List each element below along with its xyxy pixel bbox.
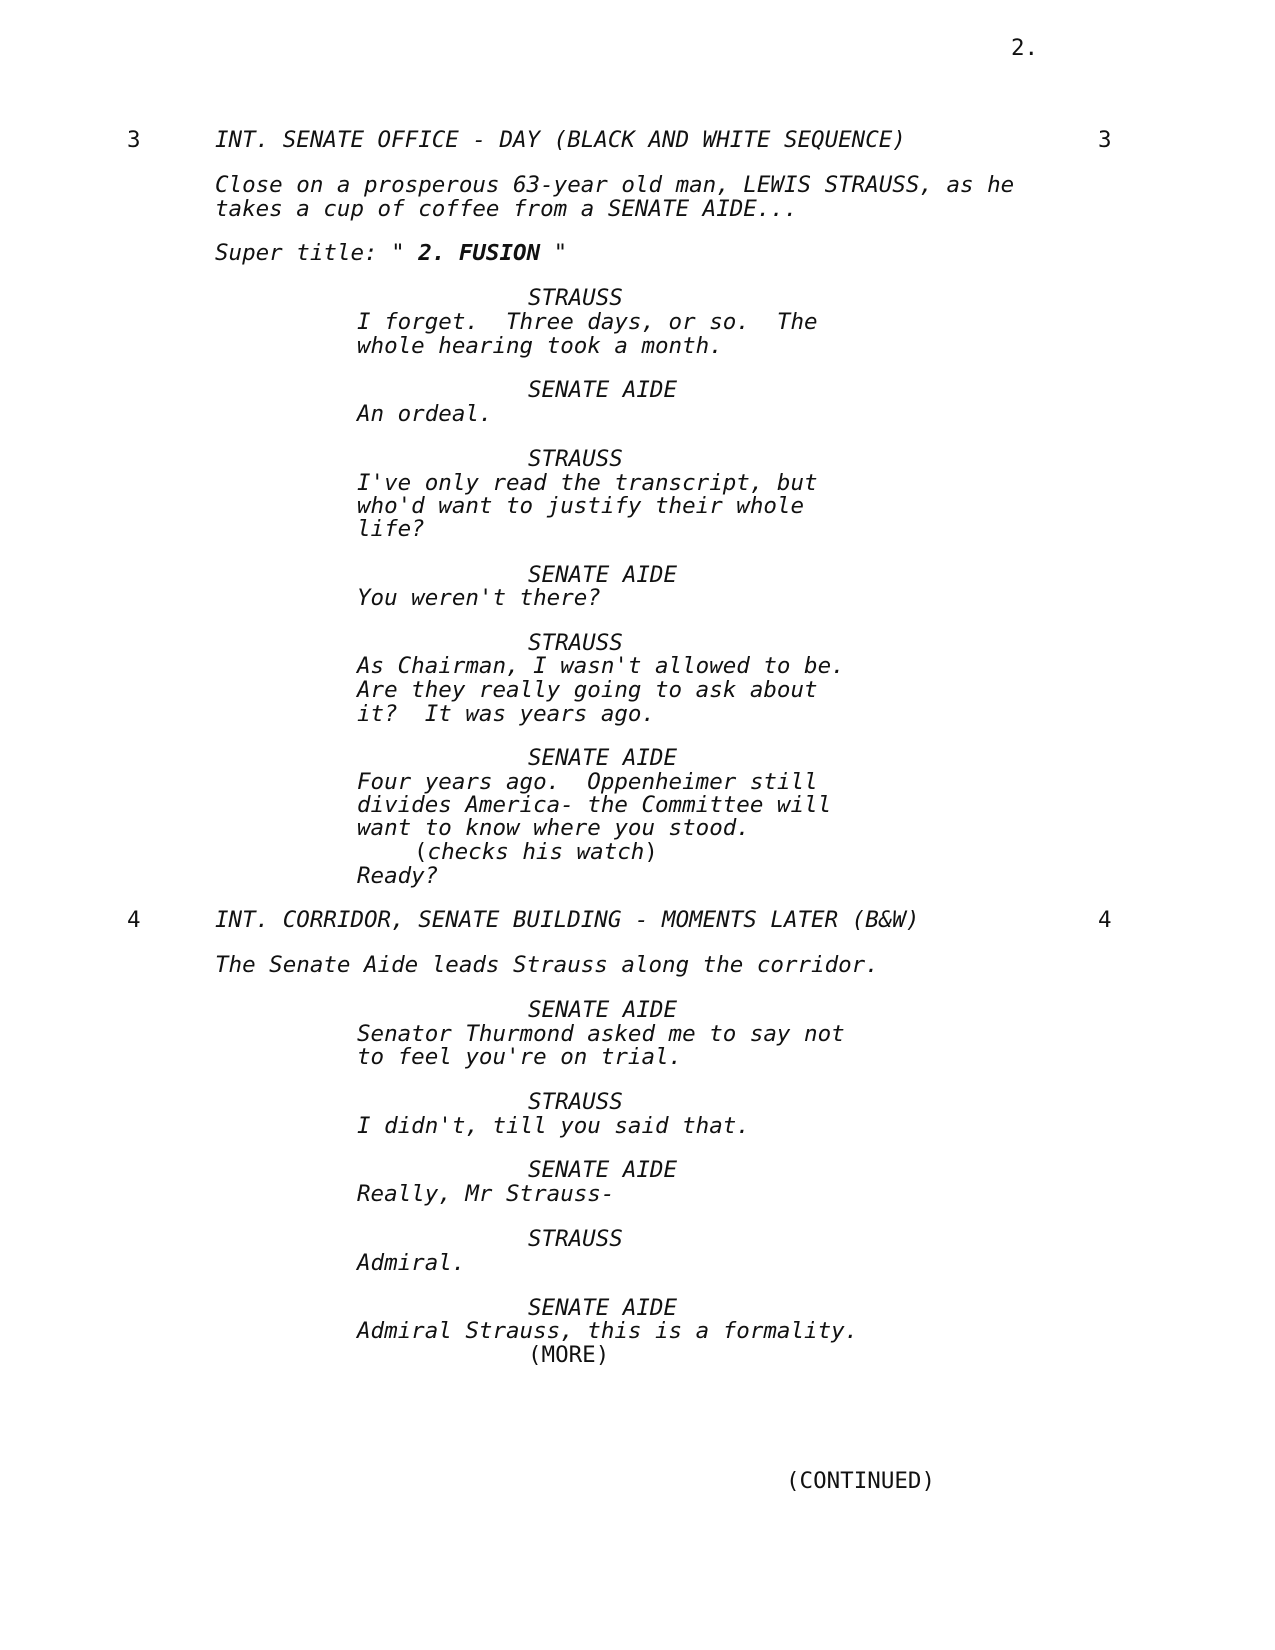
dialogue-line: Admiral. (357, 1250, 466, 1276)
super-title-text: 2. FUSION (418, 240, 541, 266)
scene-heading: INT. CORRIDOR, SENATE BUILDING - MOMENTS LATER (B&W) (215, 907, 920, 933)
action-line: Close on a prosperous 63-year old man, LEWIS STRAUSS, as he (215, 172, 1015, 198)
dialogue-line: life? (357, 516, 425, 542)
dialogue-line: divides America- the Committee will (357, 792, 832, 818)
dialogue-line: want to know where you stood. (357, 815, 750, 841)
dialogue-line: whole hearing took a month. (357, 333, 723, 359)
dialogue-line: to feel you're on trial. (357, 1044, 683, 1070)
super-title (215, 241, 567, 265)
character-name: STRAUSS (528, 285, 623, 311)
scene-number-right: 3 (1098, 127, 1112, 153)
character-name: STRAUSS (528, 446, 623, 472)
dialogue-line: I forget. Three days, or so. The (357, 309, 818, 335)
dialogue-line: As Chairman, I wasn't allowed to be. (357, 653, 845, 679)
scene-number-right: 4 (1098, 907, 1112, 933)
super-title-suffix: " (553, 240, 568, 266)
character-name: STRAUSS (528, 1226, 623, 1252)
dialogue-line: Four years ago. Oppenheimer still (357, 769, 818, 795)
parenthetical (414, 840, 658, 864)
character-name: STRAUSS (528, 630, 623, 656)
dialogue-line: Admiral Strauss, this is a formality. (357, 1318, 859, 1344)
dialogue-line: Really, Mr Strauss- (357, 1181, 615, 1207)
dialogue-line: it? It was years ago. (357, 701, 656, 727)
character-name: SENATE AIDE (528, 745, 678, 771)
dialogue-line: Are they really going to ask about (357, 677, 818, 703)
action-line: The Senate Aide leads Strauss along the corridor. (215, 952, 879, 978)
paren-close: ) (644, 839, 658, 865)
scene-number-left: 3 (127, 127, 141, 153)
character-name: SENATE AIDE (528, 377, 678, 403)
dialogue-line: You weren't there? (357, 585, 601, 611)
dialogue-line: An ordeal. (357, 401, 493, 427)
paren-open: ( (414, 839, 428, 865)
super-title-prefix: Super title: " (215, 240, 405, 266)
character-name: SENATE AIDE (528, 1157, 678, 1183)
continued-marker: (CONTINUED) (786, 1468, 936, 1494)
dialogue-line: Ready? (357, 863, 439, 889)
character-name: SENATE AIDE (528, 997, 678, 1023)
dialogue-line: Senator Thurmond asked me to say not (357, 1021, 845, 1047)
page-number: 2. (1011, 35, 1039, 61)
character-name: SENATE AIDE (528, 562, 678, 588)
parenthetical-text: checks his watch (427, 839, 645, 865)
character-name: SENATE AIDE (528, 1295, 678, 1321)
scene-heading: INT. SENATE OFFICE - DAY (BLACK AND WHITE SEQUENCE) (215, 127, 906, 153)
dialogue-line: I didn't, till you said that. (357, 1113, 750, 1139)
dialogue-line: I've only read the transcript, but (357, 470, 818, 496)
scene-number-left: 4 (127, 907, 141, 933)
dialogue-line: who'd want to justify their whole (357, 493, 805, 519)
action-line: takes a cup of coffee from a SENATE AIDE... (215, 196, 798, 222)
more-marker: (MORE) (528, 1342, 610, 1368)
character-name: STRAUSS (528, 1089, 623, 1115)
